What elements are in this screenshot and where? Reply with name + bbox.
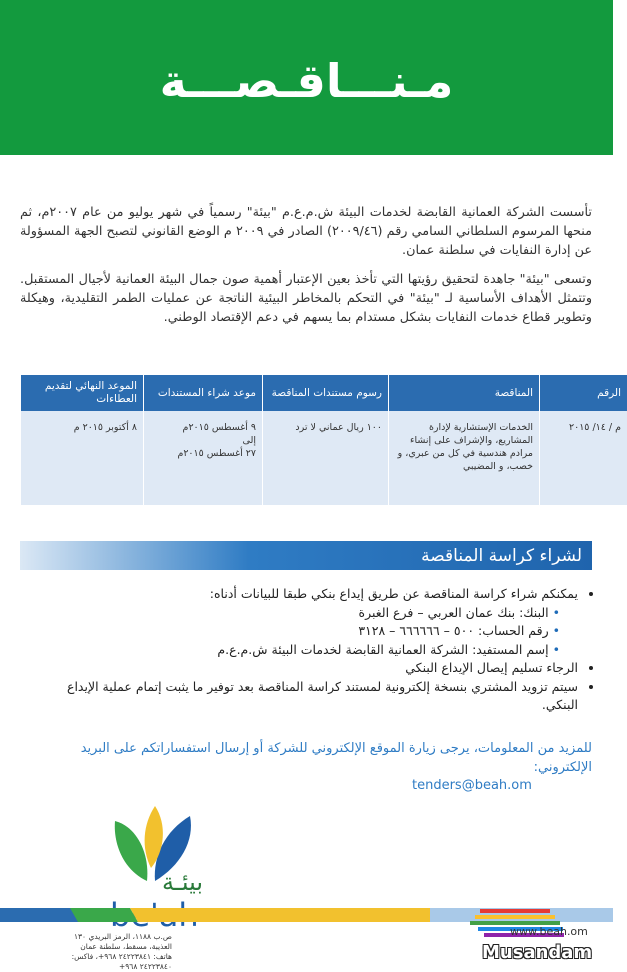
email-link[interactable]: tenders@beah.om — [412, 778, 532, 793]
section-header-bar — [20, 541, 592, 570]
header-fees: رسوم مستندات المناقصة — [263, 375, 389, 411]
intro-paragraph-2: وتسعى "بيئة" جاهدة لتحقيق رؤيتها التي تأخذ بعين الإعتبار أهمية صون جمال البيئة العمانية لأجيال المستقبل. وتتمثل الأهداف الأساسية لـ "بيئة" في التحكم بالمخاطر البيئية الناتجة عن عمليات الطمر التقليدية، وهيكلة وتطوير قطاع خدمات النفايات بشكل مستدام بما يسهم في دعم الإقتصاد الوطني. — [20, 270, 592, 327]
logo-arabic-text: بيئـة — [162, 868, 203, 896]
cell-fees: ١٠٠ ريال عماني لا ترد — [263, 411, 389, 505]
purchase-instructions — [40, 585, 592, 715]
cell-purchase-date — [144, 411, 263, 505]
beneficiary-name: • إسم المستفيد: الشركة العمانية القابضة لخدمات البيئة ش.م.ع.م — [40, 641, 560, 660]
table-row — [21, 411, 627, 505]
bank-name: • البنك: بنك عمان العربي – فرع الغبرة — [40, 604, 560, 623]
intro-paragraph-1: تأسست الشركة العمانية القابضة لخدمات البيئة ش.م.ع.م "بيئة" رسمياً في شهر يوليو من عام ٢٠٠٧م، ثم منحها المرسوم السلطاني السامي رقم (٢٠٠٩/٤٦) الصادر في ٢٠٠٩ م الوضع القانوني لتصبح الجهة المسؤولة عن إدارة النفايات في سلطنة عمان. — [20, 203, 592, 260]
account-number: • رقم الحساب: ٥٠٠ – ٦٦٦٦٦٦ – ٣١٢٨ — [40, 622, 560, 641]
table-header-row — [21, 375, 627, 411]
page-title: مـنـــاقـصـــة — [160, 54, 454, 108]
instruction-list — [40, 585, 592, 715]
header-purchase-date: موعد شراء المستندات — [144, 375, 263, 411]
cell-deadline: ٨ أكتوبر ٢٠١٥ م — [21, 411, 144, 505]
header-tender: المناقصة — [389, 375, 540, 411]
website-link[interactable]: www.beah.om — [510, 925, 588, 938]
leaf-green-icon — [115, 821, 148, 881]
tender-table — [20, 375, 627, 505]
bank-details-list — [40, 604, 578, 660]
address-line-2: العذيبة، مسقط، سلطنة عمان — [62, 942, 172, 952]
purchase-to-label: إلى — [150, 434, 256, 447]
list-item: • الرجاء تسليم إيصال الإيداع البنكي — [40, 659, 578, 678]
address-line-1: ص.ب ١١٨٨، الرمز البريدي ١٣٠ — [62, 932, 172, 942]
bullet-intro: يمكنكم شراء كراسة المناقصة عن طريق إيداع بنكي طبقا للبيانات أدناه: — [210, 586, 578, 601]
header-banner — [0, 0, 613, 155]
header-number: الرقم — [540, 375, 627, 411]
postal-address — [62, 932, 172, 972]
list-item: • سيتم تزويد المشتري بنسخة إلكترونية لمستند كراسة المناقصة بعد توفير ما يثبت إتمام عملية الإيداع البنكي. — [40, 678, 578, 715]
list-item — [40, 585, 578, 659]
purchase-from: ٩ أغسطس ٢٠١٥م — [150, 421, 256, 434]
header-deadline: الموعد النهائي لتقديم العطاءات — [21, 375, 144, 411]
watermark-text: Musandam — [482, 942, 592, 963]
cell-number: م / ١٤/ ٢٠١٥ — [540, 411, 627, 505]
address-line-3: هاتف: ٢٤٢٢٣٨٤١ ٩٦٨+، فاكس: ٢٤٢٢٣٨٤٠ ٩٦٨+ — [62, 952, 172, 972]
section-title: لشراء كراسة المناقصة — [421, 546, 592, 566]
purchase-to: ٢٧ أغسطس ٢٠١٥م — [150, 447, 256, 460]
contact-text: للمزيد من المعلومات، يرجى زيارة الموقع الإلكتروني للشركة أو إرسال استفساراتكم على البريد الإلكتروني: — [40, 739, 592, 777]
cell-tender: الخدمات الإستشارية لإدارة المشاريع، والإشراف على إنشاء مرادم هندسية في كل من عبري، و خصب، و المضيبي — [389, 411, 540, 505]
